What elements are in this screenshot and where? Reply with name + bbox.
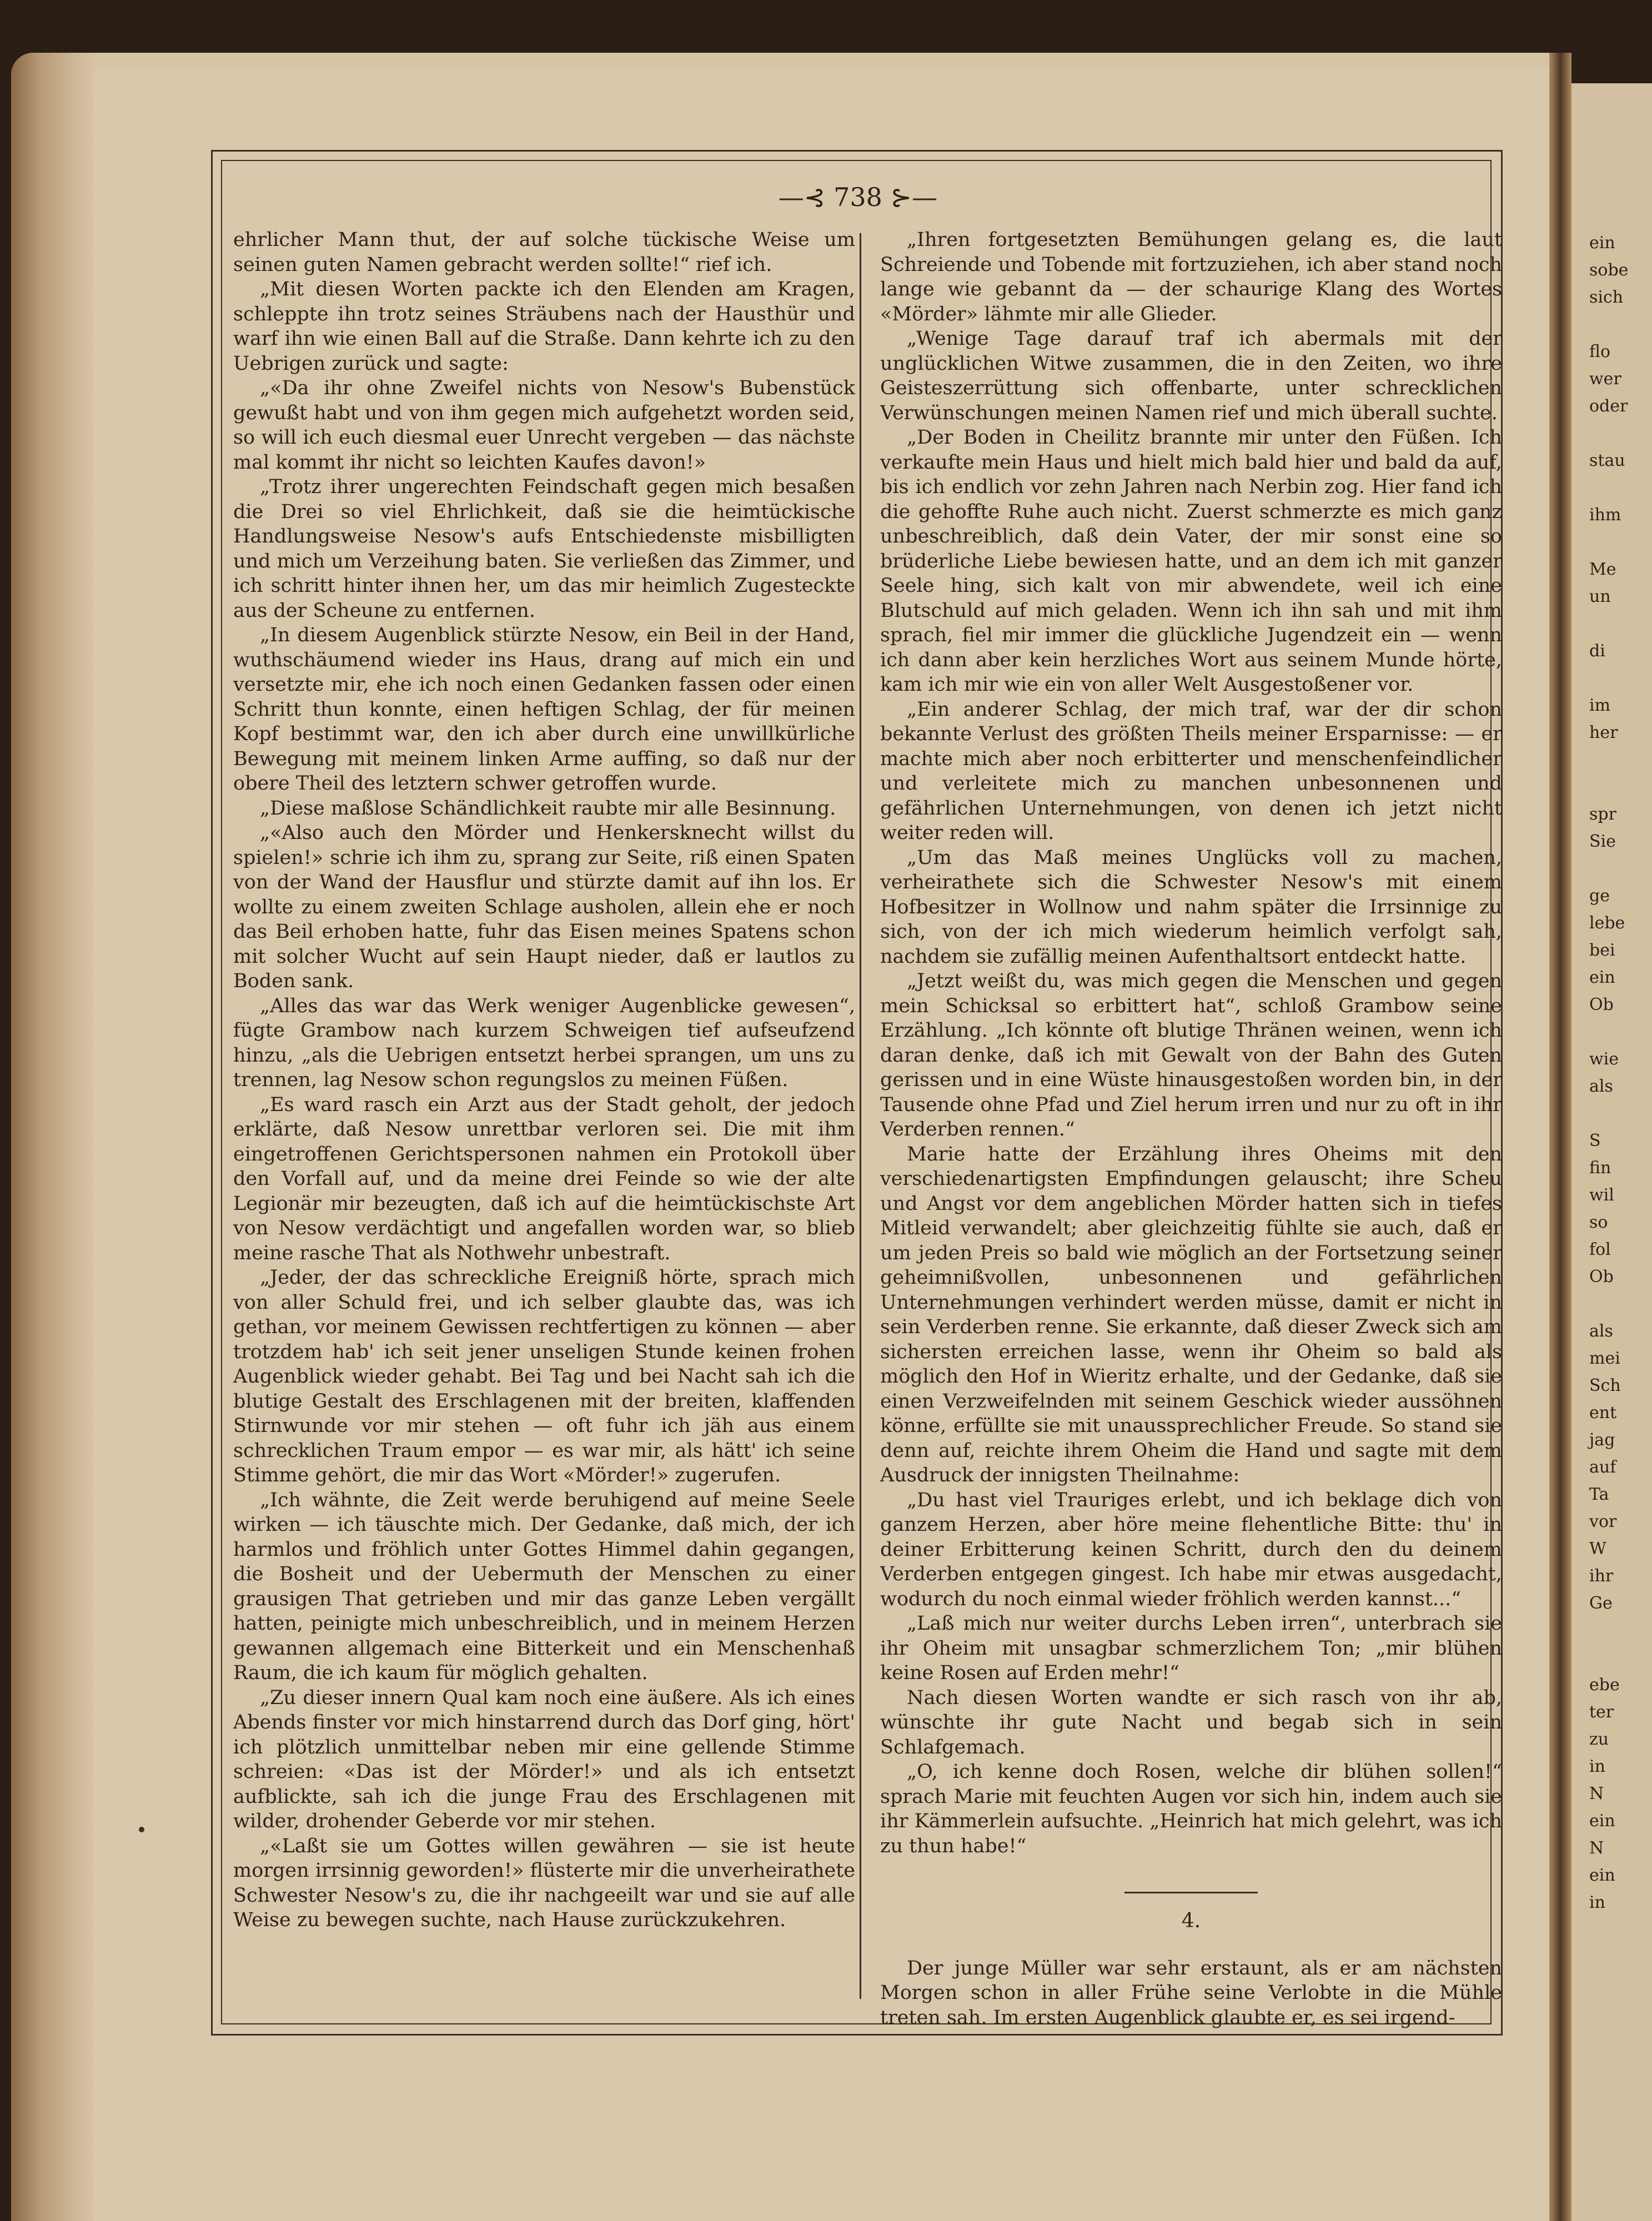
- margin-fragment: Sie: [1589, 832, 1616, 851]
- ornament-right: ⊱—: [882, 182, 938, 212]
- margin-fragment: ent: [1589, 1403, 1617, 1423]
- margin-fragment: flo: [1589, 342, 1611, 361]
- margin-fragment: wie: [1589, 1049, 1619, 1069]
- margin-fragment: di: [1589, 641, 1605, 661]
- paragraph: Nach diesen Worten wandte er sich rasch von ihr ab, wünschte ihr gute Nacht und begab sich in sein Schlafgemach.: [880, 1686, 1502, 1758]
- paragraph: „Es ward rasch ein Arzt aus der Stadt geholt, der jedoch erklärte, daß Nesow unrettbar verloren sei. Die mit ihm eingetroffenen Gerichtspersonen nahmen ein Protokoll über den Vorfall auf, und da meine drei Feinde so wie der alte Legionär mir bezeugten, daß ich auf die heimtückischste Art von Nesow verdächtigt und angefallen worden war, so blieb meine rasche That als Nothwehr unbestraft.: [233, 1093, 855, 1264]
- margin-fragment: W: [1589, 1539, 1606, 1559]
- margin-fragment: Me: [1589, 560, 1616, 579]
- paragraph: „«Laßt sie um Gottes willen gewähren — sie ist heute morgen irrsinnig geworden!» flüsterte mir die unverheirathete Schwester Nesow's zu, die ihr nachgeeilt war und sie auf alle Weise zu bewegen suchte, nach Hause zurückzukehren.: [233, 1835, 855, 1931]
- margin-fragment: sobe: [1589, 260, 1629, 280]
- margin-fragment: als: [1589, 1321, 1613, 1341]
- margin-fragment: wer: [1589, 369, 1621, 389]
- margin-fragment: mei: [1589, 1349, 1620, 1368]
- margin-fragment: her: [1589, 723, 1618, 742]
- margin-fragment: Ta: [1589, 1485, 1609, 1504]
- ornament-left: —⊰: [778, 182, 834, 212]
- paragraph: „Laß mich nur weiter durchs Leben irren“, unterbrach sie ihr Oheim mit unsagbar schmerzlichem Ton; „mir blühen keine Rosen auf Erden mehr!“: [880, 1612, 1502, 1684]
- section-number: 4.: [1181, 1910, 1201, 1932]
- paragraph: „Mit diesen Worten packte ich den Elenden am Kragen, schleppte ihn trotz seines Sträubens nach der Hausthür und warf ihn wie einen Ball auf die Straße. Dann kehrte ich zu den Uebrigen zurück und sagte:: [233, 278, 855, 375]
- margin-fragment: spr: [1589, 805, 1616, 824]
- paragraph: „Wenige Tage darauf traf ich abermals mit der unglücklichen Witwe zusammen, die in den Zeiten, wo ihre Geisteszerrüttung sich offenbarte, unter schrecklichen Verwünschungen meinen Namen rief und mich überall suchte.: [880, 328, 1502, 424]
- paragraph: „Du hast viel Trauriges erlebt, und ich beklage dich von ganzem Herzen, aber höre meine flehentliche Bitte: thu' in deiner Erbitterung keinen Schritt, durch den du deinem Verderben entgegen gingest. Ich habe mir etwas ausgedacht, wodurch du noch einmal wieder fröhlich werden kannst...“: [880, 1489, 1502, 1610]
- paragraph: „«Also auch den Mörder und Henkersknecht willst du spielen!» schrie ich ihm zu, sprang zur Seite, riß einen Spaten von der Wand der Hausflur und stürzte damit auf ihn los. Er wollte zu einem zweiten Schlage ausholen, allein ehe er noch das Beil erhoben hatte, fuhr das Eisen meines Spatens schon mit solcher Wucht auf sein Haupt nieder, daß er lautlos zu Boden sank.: [233, 822, 855, 992]
- margin-fragment: wil: [1589, 1185, 1614, 1205]
- margin-fragment: oder: [1589, 396, 1628, 416]
- paragraph: „Ich wähnte, die Zeit werde beruhigend auf meine Seele wirken — ich täuschte mich. Der Gedanke, daß mich, der ich harmlos und fröhlich unter Gottes Himmel dahin gegangen, die Bosheit und der Uebermuth der Menschen zu einer grausigen That getrieben und mir das ganze Leben vergällt hatten, peinigte mich unbeschreiblich, und in meinem Herzen gewannen allgemach eine Bitterkeit und ein Menschenhaß Raum, die ich kaum für möglich gehalten.: [233, 1489, 855, 1684]
- section-paragraph: Der junge Müller war sehr erstaunt, als er am nächsten Morgen schon in aller Frühe seine Verlobte in die Mühle treten sah. Im ersten Augenblick glaubte er, es sei irgend-: [880, 1957, 1502, 2029]
- margin-fragment: stau: [1589, 451, 1625, 470]
- margin-fragment: ein: [1589, 233, 1615, 253]
- margin-fragment: bei: [1589, 941, 1615, 960]
- margin-fragment: sich: [1589, 288, 1624, 307]
- margin-fragment: un: [1589, 587, 1611, 606]
- margin-fragment: Ge: [1589, 1594, 1613, 1613]
- margin-fragment: als: [1589, 1077, 1613, 1096]
- paragraph: „Der Boden in Cheilitz brannte mir unter den Füßen. Ich verkaufte mein Haus und hielt mich bald hier und bald da auf, bis ich endlich vor zehn Jahren nach Nerbin zog. Hier fand ich die gehoffte Ruhe auch nicht. Zuerst schmerzte es mich ganz unbeschreiblich, daß dein Vater, der mir sonst eine so brüderliche Liebe bewiesen hatte, und an dem ich mit ganzer Seele hing, sich kalt von mir abwendete, weil ich eine Blutschuld auf mich geladen. Wenn ich ihn sah und mit ihm sprach, fiel mir immer die glückliche Jugendzeit ein — wenn ich dann aber kein herzliches Wort aus seinem Munde hörte, kam ich mir wie ein von aller Welt Ausgestoßener vor.: [880, 426, 1502, 696]
- margin-fragment: N: [1589, 1838, 1604, 1858]
- margin-fragment: ein: [1589, 968, 1615, 987]
- margin-fragment: fin: [1589, 1158, 1611, 1178]
- right-column: [880, 228, 1502, 2030]
- margin-fragment: ebe: [1589, 1675, 1620, 1695]
- paragraph: „Diese maßlose Schändlichkeit raubte mir alle Besinnung.: [260, 797, 836, 820]
- paragraph: „Jeder, der das schreckliche Ereigniß hörte, sprach mich von aller Schuld frei, und ich selber glaubte das, was ich gethan, vor meinem Gewissen rechtfertigen zu können — aber trotzdem hab' ich seit jener unseligen Stunde keinen frohen Augenblick wieder gehabt. Bei Tag und bei Nacht sah ich die blutige Gestalt des Erschlagenen mit der breiten, klaffenden Stirnwunde vor mir stehen — oft fuhr ich jäh aus einem schrecklichen Traum empor — es war mir, als hätt' ich seine Stimme gehört, die mir das Wort «Mörder!» zugerufen.: [233, 1267, 855, 1486]
- margin-fragment: lebe: [1589, 913, 1625, 933]
- left-column: [233, 228, 855, 1933]
- paragraph: „Jetzt weißt du, was mich gegen die Menschen und gegen mein Schicksal so erbittert hat“, schloß Grambow seine Erzählung. „Ich könnte oft blutige Thränen weinen, wenn ich daran denke, daß ich mit Gewalt von der Bahn des Guten gerissen und in eine Wüste hinausgestoßen worden bin, in der Tausende ohne Pfad und Ziel herum irren und nur zu oft in ihr Verderben rennen.“: [880, 970, 1502, 1140]
- paragraph: „Alles das war das Werk weniger Augenblicke gewesen“, fügte Grambow nach kurzem Schweigen tief aufseufzend hinzu, „als die Uebrigen entsetzt herbei sprangen, um uns zu trennen, lag Nesow schon regungslos zu meinen Füßen.: [233, 994, 855, 1091]
- margin-fragment: Ob: [1589, 1267, 1614, 1287]
- page-edges: [11, 53, 94, 2221]
- margin-fragment: in: [1589, 1757, 1605, 1776]
- paragraph: ehrlicher Mann thut, der auf solche tückische Weise um seinen guten Namen gebracht werden sollte!“ rief ich.: [233, 229, 855, 276]
- page-number-text: 738: [833, 182, 882, 212]
- paper-blemish: [139, 1827, 144, 1832]
- margin-fragment: ein: [1589, 1811, 1615, 1831]
- margin-fragment: ge: [1589, 886, 1610, 906]
- margin-fragment: im: [1589, 696, 1611, 715]
- margin-fragment: jag: [1589, 1430, 1615, 1450]
- paragraph: „In diesem Augenblick stürzte Nesow, ein Beil in der Hand, wuthschäumend wieder ins Haus, drang auf mich ein und versetzte mir, ehe ich noch einen Gedanken fassen oder einen Schritt thun konnte, einen heftigen Schlag, der für meinen Kopf bestimmt war, den ich aber durch eine unwillkürliche Bewegung mit meinem linken Arme auffing, so daß nur der obere Theil des letztern schwer getroffen wurde.: [233, 624, 855, 795]
- margin-fragment: so: [1589, 1213, 1608, 1232]
- page-number: [766, 178, 950, 217]
- margin-fragment: ter: [1589, 1702, 1614, 1722]
- margin-fragment: ihr: [1589, 1566, 1614, 1586]
- paragraph: „Um das Maß meines Unglücks voll zu machen, verheirathete sich die Schwester Nesow's mit einem Hofbesitzer in Wollnow und nahm später die Irrsinnige zu sich, von der ich mich wiederum heimlich verfolgt sah, nachdem sie zufällig meinen Aufenthaltsort entdeckt hatte.: [880, 846, 1502, 968]
- margin-fragment: zu: [1589, 1730, 1609, 1749]
- book-gutter: [1549, 53, 1571, 2221]
- margin-fragment: S: [1589, 1131, 1601, 1150]
- margin-fragment: Sch: [1589, 1376, 1621, 1395]
- margin-fragment: fol: [1589, 1240, 1611, 1259]
- margin-fragment: vor: [1589, 1512, 1617, 1531]
- margin-fragment: Ob: [1589, 995, 1614, 1014]
- margin-fragment: ein: [1589, 1866, 1615, 1885]
- section-separator: [1124, 1892, 1258, 1893]
- paragraph: „Ein anderer Schlag, der mich traf, war der dir schon bekannte Verlust des größten Theils meiner Ersparnisse: — er machte mich aber noch erbitterter und menschenfeindlicher und verleitete mich zu manchen unbesonnenen und gefährlichen Unternehmungen, von denen ich jetzt nicht weiter reden will.: [880, 698, 1502, 844]
- margin-fragment: ihm: [1589, 505, 1621, 525]
- margin-fragment: N: [1589, 1784, 1604, 1803]
- paragraph: „O, ich kenne doch Rosen, welche dir blühen sollen!“ sprach Marie mit feuchten Augen vor sich hin, indem auch sie ihr Kämmerlein aufsuchte. „Heinrich hat mich gelehrt, was ich zu thun habe!“: [880, 1761, 1502, 1857]
- column-divider: [860, 233, 861, 1999]
- paragraph: „Zu dieser innern Qual kam noch eine äußere. Als ich eines Abends finster vor mich hinstarrend durch das Dorf ging, hört' ich plötzlich unmittelbar neben mir eine gellende Stimme schreien: «Das ist der Mörder!» und als ich entsetzt aufblickte, sah ich die junge Frau des Erschlagenen mit wilder, drohender Geberde vor mir stehen.: [233, 1686, 855, 1832]
- paragraph: „Ihren fortgesetzten Bemühungen gelang es, die laut Schreiende und Tobende mit fortzuziehen, ich aber stand noch lange wie gebannt da — der schaurige Klang des Wortes «Mörder» lähmte mir alle Glieder.: [880, 229, 1502, 325]
- paragraph: „Trotz ihrer ungerechten Feindschaft gegen mich besaßen die Drei so viel Ehrlichkeit, daß sie die heimtückische Handlungsweise Nesow's aufs Entschiedenste misbilligten und mich um Verzeihung baten. Sie verließen das Zimmer, und ich schritt hinter ihnen her, um das mir heimlich Zugesteckte aus der Scheune zu entfernen.: [233, 476, 855, 622]
- paragraph: „«Da ihr ohne Zweifel nichts von Nesow's Bubenstück gewußt habt und von ihm gegen mich aufgehetzt worden seid, so will ich euch diesmal euer Unrecht vergeben — das nächste mal kommt ihr nicht so leichten Kaufes davon!»: [233, 377, 855, 474]
- paragraph: Marie hatte der Erzählung ihres Oheims mit den verschiedenartigsten Empfindungen gelauscht; ihre Scheu und Angst vor dem angeblichen Mörder hatten sich in tiefes Mitleid verwandelt; aber gleichzeitig fühlte sie auch, daß er um jeden Preis so bald wie möglich an der Fortsetzung seiner geheimnißvollen, unbesonnenen und gefährlichen Unternehmungen verhindert werden müsse, damit er nicht in sein Verderben renne. Sie erkannte, daß dieser Zweck sich am sichersten erreichen lasse, wenn ihr Oheim so bald als möglich den Hof in Wieritz erhalte, und der Gedanke, daß sie einen Verzweifelnden mit seinem Geschick wieder aussöhnen könne, erfüllte sie mit unaussprechlicher Freude. So stand sie denn auf, reichte ihrem Oheim die Hand und sagte mit dem Ausdruck der innigsten Theilnahme:: [880, 1143, 1502, 1486]
- margin-fragment: in: [1589, 1893, 1605, 1912]
- margin-fragment: auf: [1589, 1458, 1616, 1477]
